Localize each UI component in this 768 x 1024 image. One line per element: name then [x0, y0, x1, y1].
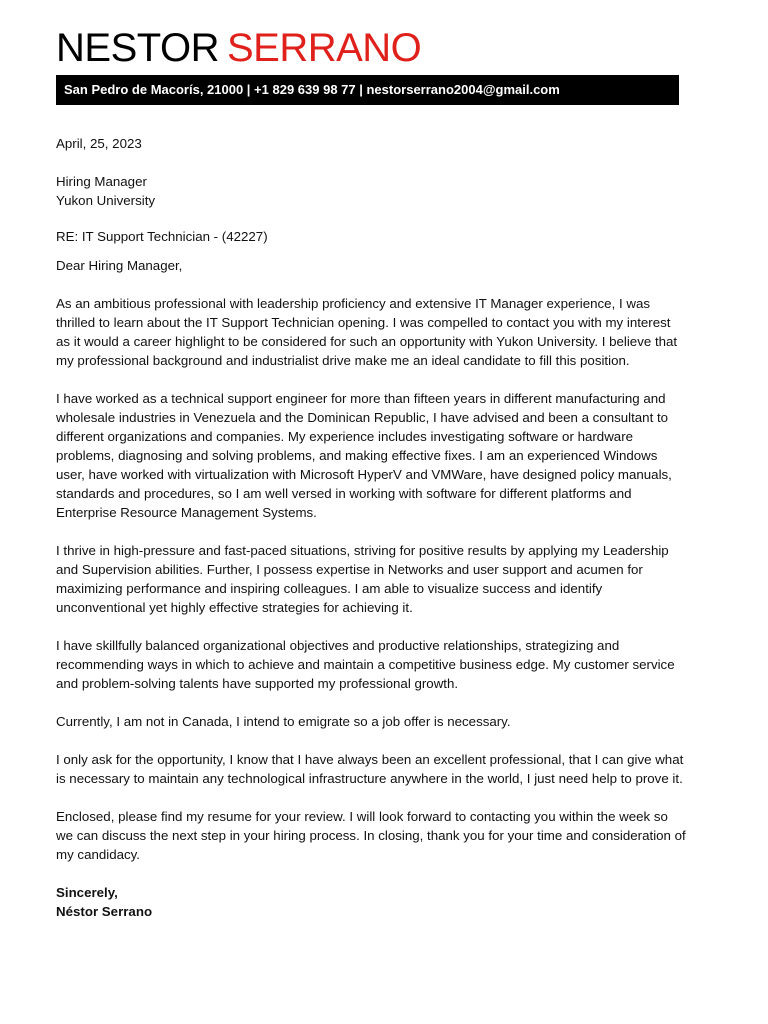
paragraph-location: Currently, I am not in Canada, I intend to emigrate so a job offer is necessary. — [56, 714, 511, 729]
salutation: Dear Hiring Manager, — [56, 258, 183, 273]
closing-phrase: Sincerely, — [56, 885, 118, 900]
recipient-organization: Yukon University — [56, 193, 156, 208]
paragraph-experience: I have worked as a technical support engineer for more than fifteen years in different manufacturing and wholesale industries in Venezuela and the Dominican Republic, I have advised and been a consultant to different organizations and companies. My experience includes investigating software or hardware problems, diagnosing and solving problems, and making effective fixes. I am an experienced Windows user, have worked with virtualization with Microsoft HyperV and VMWare, have designed policy manuals, standards and procedures, so I am well versed in working with software for different platforms and Enterprise Resource Management Systems. — [56, 391, 672, 520]
signature-name: Néstor Serrano — [56, 904, 153, 919]
letter-body — [56, 134, 686, 921]
subject-line: RE: IT Support Technician - (42227) — [56, 229, 268, 244]
paragraph-strengths: I thrive in high-pressure and fast-paced situations, striving for positive results by applying my Leadership and Supervision abilities. Further, I possess expertise in Networks and user support and acumen for maximizing performance and inspiring colleagues. I am able to visualize success and identify unconventional yet highly effective strategies for achieving it. — [56, 543, 669, 615]
recipient-block — [56, 172, 686, 210]
paragraph-intro: As an ambitious professional with leadership proficiency and extensive IT Manager experience, I was thrilled to learn about the IT Support Technician opening. I was compelled to contact you with my interest as it would a career highlight to be considered for such an opportunity with Yukon University. I believe that my professional background and industrialist drive make me an ideal candidate to fill this position. — [56, 296, 678, 368]
paragraph-objectives: I have skillfully balanced organizational objectives and productive relationships, strategizing and recommending ways in which to achieve and maintain a competitive business edge. My customer service and problem-solving talents have supported my professional growth. — [56, 638, 675, 691]
contact-bar: San Pedro de Macorís, 21000 | +1 829 639 98 77 | nestorserrano2004@gmail.com — [56, 75, 679, 105]
paragraph-opportunity: I only ask for the opportunity, I know that I have always been an excellent professional, that I can give what is necessary to maintain any technological infrastructure anywhere in the world, I just need help to prove it. — [56, 752, 684, 786]
applicant-name — [56, 24, 421, 72]
letter-date: April, 25, 2023 — [56, 136, 142, 151]
paragraph-closing: Enclosed, please find my resume for your review. I will look forward to contacting you within the week so we can discuss the next step in your hiring process. In closing, thank you for your time and consideration of my candidacy. — [56, 809, 686, 862]
last-name: SERRANO — [226, 26, 422, 70]
recipient-title: Hiring Manager — [56, 174, 147, 189]
first-name: NESTOR — [56, 26, 219, 70]
